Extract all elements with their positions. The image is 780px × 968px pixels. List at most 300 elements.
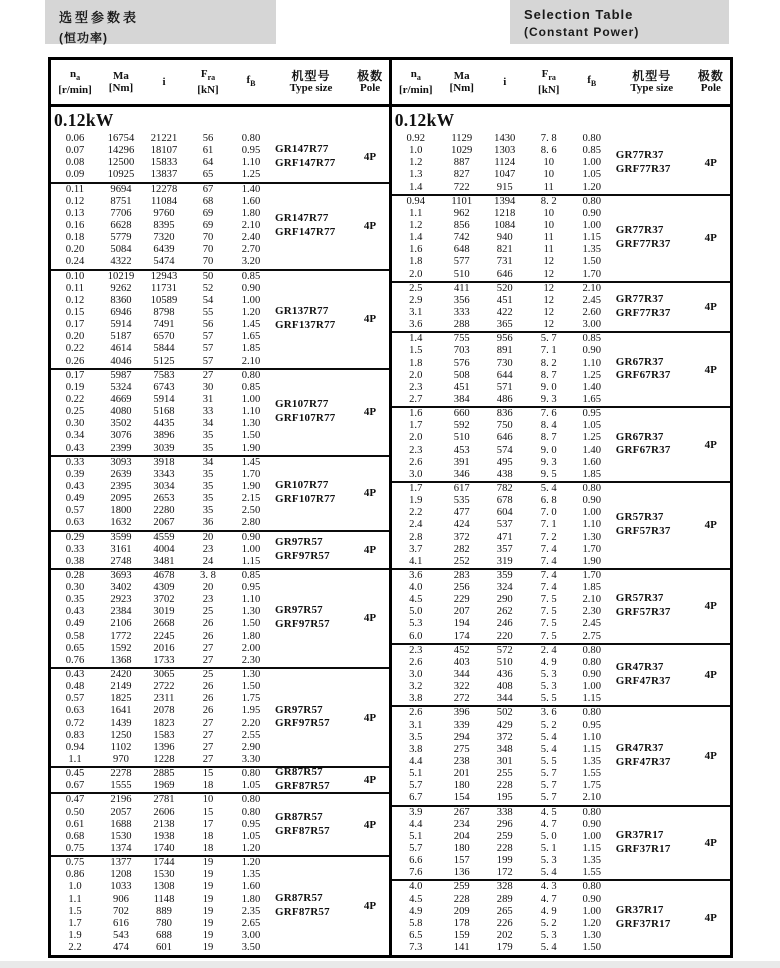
cell-i: 408 — [496, 681, 513, 693]
cell-na: 0.39 — [65, 468, 85, 480]
cell-i: 821 — [496, 244, 513, 256]
cell-na: 0.72 — [65, 717, 85, 729]
col-header-type: 机型号 Type size — [630, 69, 674, 94]
type-size-label — [616, 431, 671, 459]
cell-ma: 157 — [453, 855, 470, 867]
cell-na: 6.7 — [409, 792, 423, 804]
cell-i: 6743 — [153, 381, 175, 393]
cell-fra: 35 — [202, 505, 214, 517]
cell-i: 3702 — [153, 594, 175, 606]
cell-ma: 333 — [453, 306, 470, 318]
cell-na: 1.1 — [68, 893, 82, 905]
cell-i: 915 — [496, 181, 513, 193]
type-size-line1: GR77R37 — [615, 224, 664, 237]
cell-na: 3.8 — [409, 743, 423, 755]
type-size-line1: GR107R77 — [275, 479, 329, 492]
cell-ma: 1592 — [110, 642, 132, 654]
cell-fra: 5. 3 — [540, 930, 557, 941]
cell-i: 179 — [496, 942, 513, 954]
cell-i: 2668 — [153, 618, 175, 630]
cell-na: 4.5 — [409, 594, 423, 606]
cell-fra: 5. 3 — [540, 855, 557, 867]
type-size-line2: GRF97R57 — [275, 717, 330, 730]
cell-fra: 12 — [543, 282, 555, 294]
cell-na: 6.0 — [409, 630, 423, 642]
table-row — [51, 133, 389, 145]
table-row — [392, 507, 730, 519]
table-row — [392, 256, 730, 268]
cell-i: 836 — [496, 408, 513, 420]
cell-ma: 742 — [453, 232, 470, 244]
cell-fb: 1.10 — [241, 157, 261, 169]
cell-na: 0.28 — [65, 569, 85, 581]
cell-ma: 648 — [453, 244, 470, 256]
cell-fra: 52 — [202, 282, 214, 294]
table-row — [392, 145, 730, 157]
cell-na: 7.3 — [409, 942, 423, 954]
table-row — [51, 655, 389, 667]
cell-ma: 252 — [453, 555, 470, 567]
table-row — [51, 331, 389, 343]
table-row — [392, 881, 730, 893]
cell-i: 1430 — [494, 133, 516, 144]
cell-ma: 194 — [453, 618, 470, 630]
cell-fb: 1.70 — [582, 543, 602, 555]
cell-fb: 1.15 — [582, 693, 602, 705]
col-header-fra: $F_{ra}$ [kN] — [538, 67, 560, 97]
cell-na: 0.68 — [65, 830, 85, 842]
col-header-ma: Ma [Nm] — [108, 70, 134, 94]
cell-na: 2.4 — [409, 519, 423, 531]
cell-na: 2.5 — [409, 282, 423, 294]
type-size-line1: GR77R37 — [615, 293, 664, 306]
cell-i: 1744 — [153, 857, 175, 869]
cell-fb: 1.00 — [241, 393, 261, 405]
cell-na: 1.0 — [409, 145, 423, 157]
cell-i: 889 — [156, 905, 172, 917]
cell-na: 0.43 — [65, 442, 85, 454]
cell-fb: 2.45 — [582, 618, 602, 630]
power-rating-label: 0.12kW — [394, 110, 455, 130]
table-row — [51, 169, 389, 181]
cell-i: 259 — [496, 830, 513, 842]
type-size-label — [275, 767, 330, 795]
cell-fb: 1.10 — [241, 594, 261, 606]
rating-group — [392, 881, 730, 954]
cell-fb: 0.95 — [241, 818, 261, 830]
table-row — [392, 768, 730, 780]
cell-i: 357 — [496, 543, 513, 555]
cell-fra: 15 — [202, 768, 214, 780]
cell-fra: 5. 0 — [540, 830, 557, 842]
table-row — [392, 269, 730, 281]
cell-ma: 535 — [453, 495, 470, 507]
cell-fb: 2.35 — [241, 905, 261, 917]
table-row — [392, 843, 730, 855]
type-size-label — [616, 661, 671, 689]
cell-fb: 3.00 — [241, 930, 261, 941]
cell-na: 1.1 — [68, 754, 82, 766]
cell-fb: 1.05 — [241, 830, 261, 842]
cell-ma: 282 — [453, 543, 470, 555]
table-row — [392, 645, 730, 657]
cell-na: 0.22 — [65, 343, 85, 355]
cell-i: 5168 — [153, 406, 175, 418]
cell-fra: 25 — [202, 606, 214, 618]
rating-group — [392, 283, 730, 334]
cell-ma: 1129 — [451, 133, 473, 144]
cell-fra: 18 — [202, 780, 214, 792]
cell-na: 7.6 — [409, 867, 423, 879]
cell-na: 3.5 — [409, 731, 423, 743]
table-row — [392, 283, 730, 295]
cell-i: 4559 — [153, 531, 175, 543]
cell-i: 1084 — [494, 219, 516, 231]
cell-ma: 5914 — [110, 319, 132, 331]
cell-ma: 339 — [453, 719, 470, 731]
pole-label: 4P — [704, 519, 717, 532]
cell-na: 4.4 — [409, 818, 423, 830]
cell-fb: 1.00 — [582, 157, 602, 169]
table-row — [51, 356, 389, 368]
rating-group — [392, 807, 730, 882]
cell-fra: 68 — [202, 195, 214, 207]
cell-fra: 11 — [543, 232, 554, 244]
type-size-line1: GR37R17 — [615, 904, 664, 917]
cell-i: 359 — [496, 569, 513, 581]
cell-i: 502 — [496, 707, 513, 719]
type-size-line1: GR37R17 — [615, 829, 664, 842]
cell-ma: 10219 — [107, 270, 135, 282]
cell-i: 2078 — [153, 705, 175, 717]
cell-fra: 5. 7 — [540, 333, 557, 345]
table-row — [392, 133, 730, 145]
cell-i: 10589 — [150, 294, 178, 306]
table-row — [51, 457, 389, 469]
type-size-label — [616, 356, 671, 384]
cell-fra: 7. 5 — [540, 618, 557, 630]
col-header-type: 机型号 Type size — [289, 69, 333, 94]
cell-fra: 5. 2 — [540, 719, 557, 731]
table-row — [392, 918, 730, 930]
rating-group — [392, 483, 730, 570]
cell-fra: 19 — [202, 857, 214, 869]
cell-na: 1.0 — [68, 881, 82, 893]
cell-i: 571 — [496, 381, 513, 393]
cell-fb: 0.80 — [582, 133, 602, 144]
cell-i: 11084 — [150, 195, 178, 207]
type-size-line2: GRF87R57 — [275, 780, 330, 793]
col-header-pole: 极数 Pole — [357, 69, 384, 94]
cell-ma: 424 — [453, 519, 470, 531]
cell-ma: 702 — [113, 905, 129, 917]
cell-i: 338 — [496, 806, 513, 818]
cell-fra: 5. 3 — [540, 669, 557, 681]
cell-fb: 1.60 — [241, 195, 261, 207]
cell-i: 1530 — [153, 869, 175, 881]
table-row — [392, 780, 730, 792]
pole-label: 4P — [704, 157, 717, 170]
cell-fb: 0.80 — [582, 482, 602, 494]
cell-ma: 294 — [453, 731, 470, 743]
cell-na: 1.4 — [409, 181, 423, 193]
cell-ma: 356 — [453, 294, 470, 306]
cell-i: 750 — [496, 420, 513, 432]
cell-ma: 238 — [453, 756, 470, 768]
cell-na: 4.5 — [409, 893, 423, 905]
cell-fb: 2.80 — [241, 517, 261, 529]
cell-fb: 1.50 — [241, 618, 261, 630]
table-row — [392, 319, 730, 331]
cell-ma: 452 — [453, 644, 470, 656]
rating-group — [51, 768, 389, 794]
cell-fb: 2.00 — [241, 642, 261, 654]
cell-i: 301 — [496, 756, 513, 768]
type-size-line2: GRF37R17 — [615, 843, 671, 856]
cell-fb: 1.40 — [241, 183, 261, 195]
col-header-fb: $f_B$ — [587, 73, 597, 89]
table-row — [51, 481, 389, 493]
cell-fb: 1.10 — [241, 406, 261, 418]
cell-na: 2.8 — [409, 531, 423, 543]
cell-ma: 136 — [453, 867, 470, 879]
column-header-row — [392, 60, 730, 107]
type-size-line2: GRF147R77 — [275, 157, 336, 170]
table-row — [392, 307, 730, 319]
cell-na: 0.08 — [65, 157, 85, 169]
cell-ma: 906 — [113, 893, 129, 905]
cell-na: 2.3 — [409, 644, 423, 656]
cell-fb: 1.75 — [582, 780, 602, 792]
type-size-line2: GRF97R57 — [275, 549, 330, 562]
cell-fra: 27 — [202, 642, 214, 654]
cell-i: 7491 — [153, 319, 175, 331]
cell-fra: 27 — [202, 369, 214, 381]
cell-na: 0.61 — [65, 818, 85, 830]
type-size-line1: GR77R37 — [615, 149, 664, 162]
cell-ma: 4669 — [110, 393, 132, 405]
pole-label: 4P — [704, 600, 717, 613]
cell-fra: 19 — [202, 942, 214, 954]
cell-ma: 180 — [453, 843, 470, 855]
table-row — [51, 631, 389, 643]
cell-ma: 159 — [453, 930, 470, 941]
cell-fb: 1.20 — [241, 857, 261, 869]
cell-fb: 1.50 — [241, 681, 261, 693]
type-size-label — [616, 742, 671, 770]
cell-i: 8395 — [153, 219, 175, 231]
rating-group — [392, 408, 730, 483]
pole-label: 4P — [704, 669, 717, 682]
type-size-line2: GRF37R17 — [615, 917, 671, 930]
cell-ma: 228 — [453, 893, 470, 905]
cell-fra: 50 — [202, 270, 214, 282]
type-size-label — [616, 512, 671, 540]
cell-fb: 0.90 — [582, 345, 602, 357]
cell-fb: 1.40 — [582, 444, 602, 456]
table-row — [392, 792, 730, 804]
rating-group — [51, 570, 389, 669]
cell-fb: 1.00 — [241, 543, 261, 555]
table-row — [51, 780, 389, 792]
table-row — [51, 544, 389, 556]
cell-fb: 2.10 — [582, 792, 602, 804]
cell-fb: 0.80 — [241, 768, 261, 780]
cell-fra: 19 — [202, 881, 214, 893]
cell-fra: 8. 7 — [540, 369, 557, 381]
cell-i: 21221 — [150, 133, 178, 144]
cell-ma: 3076 — [110, 430, 132, 442]
cell-fb: 2.30 — [582, 606, 602, 618]
cell-i: 202 — [496, 930, 513, 941]
cell-fra: 35 — [202, 442, 214, 454]
cell-fra: 35 — [202, 480, 214, 492]
cell-na: 1.1 — [409, 207, 423, 219]
cell-fra: 57 — [202, 355, 214, 367]
cell-na: 0.43 — [65, 480, 85, 492]
cell-fb: 1.20 — [582, 917, 602, 929]
table-row — [392, 333, 730, 345]
type-size-line2: GRF107R77 — [275, 412, 336, 425]
cell-i: 601 — [156, 942, 172, 954]
type-size-line1: GR97R57 — [275, 535, 323, 548]
rating-group — [392, 133, 730, 196]
cell-fb: 1.95 — [241, 705, 261, 717]
col-header-fb: $f_B$ — [246, 73, 256, 89]
cell-i: 319 — [496, 555, 513, 567]
table-row — [392, 831, 730, 843]
cell-fb: 0.90 — [582, 669, 602, 681]
table-row — [51, 232, 389, 244]
table-row — [392, 457, 730, 469]
table-row — [51, 256, 389, 268]
cell-fb: 1.80 — [241, 893, 261, 905]
cell-na: 4.9 — [409, 905, 423, 917]
cell-na: 0.47 — [65, 794, 85, 806]
cell-fra: 7. 4 — [540, 582, 557, 594]
cell-fb: 1.10 — [582, 519, 602, 531]
cell-ma: 4614 — [110, 343, 132, 355]
cell-fra: 3. 6 — [540, 707, 557, 719]
cell-ma: 1641 — [110, 705, 132, 717]
type-size-label — [275, 143, 335, 171]
cell-fra: 61 — [202, 145, 214, 157]
cell-fra: 56 — [202, 133, 214, 144]
cell-na: 0.49 — [65, 493, 85, 505]
cell-ma: 180 — [453, 780, 470, 792]
cell-fb: 1.05 — [582, 169, 602, 181]
cell-ma: 7706 — [110, 207, 132, 219]
cell-fra: 25 — [202, 669, 214, 681]
table-row — [51, 295, 389, 307]
cell-ma: 2923 — [110, 594, 132, 606]
rating-group — [392, 570, 730, 645]
cell-i: 4678 — [153, 569, 175, 581]
cell-na: 3.0 — [409, 468, 423, 480]
cell-fra: 7. 4 — [540, 543, 557, 555]
cell-fra: 10 — [543, 157, 555, 169]
cell-ma: 275 — [453, 743, 470, 755]
type-size-line2: GRF87R57 — [275, 824, 330, 837]
cell-fra: 33 — [202, 406, 214, 418]
rating-group — [51, 794, 389, 857]
table-row — [392, 669, 730, 681]
cell-ma: 1632 — [110, 517, 132, 529]
table-row — [51, 891, 389, 906]
table-row — [51, 857, 389, 869]
cell-ma: 288 — [453, 319, 470, 331]
pole-label: 4P — [363, 711, 377, 724]
page-subtitle-cn: (恒功率) — [59, 31, 108, 45]
cell-fb: 2.60 — [582, 306, 602, 318]
cell-fra: 27 — [202, 729, 214, 741]
cell-fra: 26 — [202, 705, 214, 717]
cell-na: 0.57 — [65, 505, 85, 517]
cell-i: 228 — [496, 843, 513, 855]
rating-group — [392, 196, 730, 283]
cell-ma: 2196 — [110, 794, 132, 806]
type-size-line1: GR147R77 — [275, 143, 329, 156]
cell-na: 5.1 — [409, 768, 423, 780]
cell-fb: 1.25 — [582, 432, 602, 444]
table-row — [51, 794, 389, 806]
cell-fb: 0.80 — [582, 644, 602, 656]
page-edge-shade — [0, 961, 780, 968]
cell-na: 0.11 — [65, 282, 85, 294]
type-size-line2: GRF87R57 — [275, 905, 330, 918]
cell-fra: 19 — [202, 905, 214, 917]
cell-ma: 283 — [453, 569, 470, 581]
table-row — [392, 169, 730, 181]
table-row — [392, 606, 730, 618]
cell-fra: 34 — [202, 418, 214, 430]
cell-fra: 10 — [543, 207, 555, 219]
type-size-label — [275, 811, 330, 839]
cell-na: 1.2 — [409, 157, 423, 169]
cell-na: 0.20 — [65, 331, 85, 343]
cell-fb: 1.60 — [241, 881, 261, 893]
cell-ma: 201 — [453, 768, 470, 780]
cell-ma: 5779 — [110, 232, 132, 244]
cell-i: 678 — [496, 495, 513, 507]
cell-na: 4.4 — [409, 756, 423, 768]
cell-i: 9760 — [153, 207, 175, 219]
table-row — [392, 707, 730, 719]
table-row — [392, 445, 730, 457]
cell-fra: 67 — [202, 183, 214, 195]
type-size-label — [616, 224, 671, 252]
cell-i: 572 — [496, 644, 513, 656]
cell-na: 0.29 — [65, 531, 85, 543]
type-size-line2: GRF47R37 — [615, 675, 671, 688]
cell-na: 0.06 — [65, 133, 85, 144]
cell-ma: 451 — [453, 381, 470, 393]
cell-fra: 23 — [202, 543, 214, 555]
type-size-line1: GR87R57 — [275, 766, 323, 779]
type-size-line2: GRF77R37 — [615, 163, 671, 176]
table-row — [392, 930, 730, 942]
cell-ma: 3161 — [110, 543, 132, 555]
cell-fb: 1.00 — [582, 507, 602, 519]
cell-na: 4.1 — [409, 555, 423, 567]
table-row — [392, 196, 730, 208]
power-rating-label: 0.12kW — [54, 110, 114, 130]
cell-na: 0.48 — [65, 681, 85, 693]
cell-fra: 9. 0 — [540, 381, 557, 393]
cell-fra: 20 — [202, 582, 214, 594]
cell-fb: 2.45 — [582, 294, 602, 306]
cell-i: 1228 — [153, 754, 175, 766]
